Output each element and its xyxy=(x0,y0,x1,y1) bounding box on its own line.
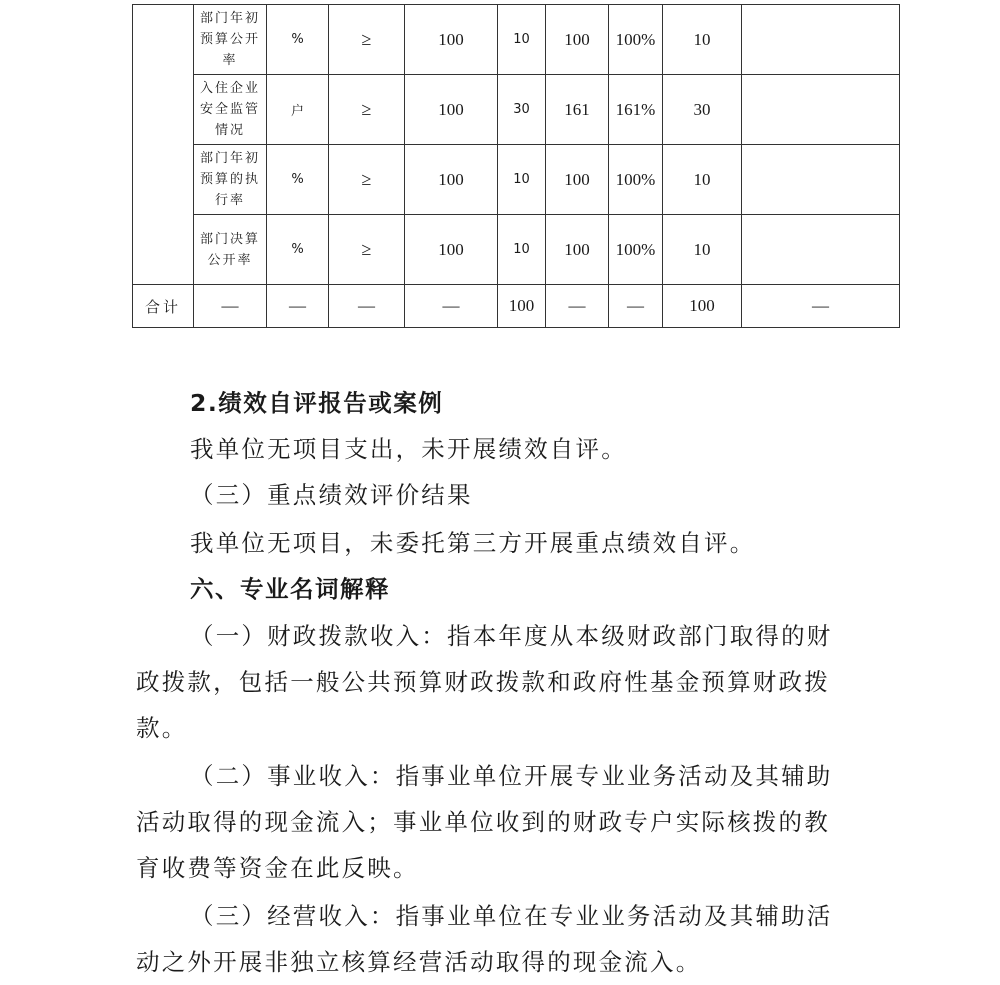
actual-value-cell: 100 xyxy=(546,215,609,285)
unit-cell: 户 xyxy=(267,75,329,145)
total-comparison-cell: — xyxy=(329,285,405,328)
total-score-cell: 100 xyxy=(663,285,742,328)
term-business-income: （二）事业收入：指事业单位开展专业业务活动及其辅助 活动取得的现金流入；事业单位收到的财政专户实际核拨的教 育收费等资金在此反映。 xyxy=(136,762,833,882)
score-cell: 10 xyxy=(663,215,742,285)
actual-value-cell: 161 xyxy=(546,75,609,145)
remark-cell xyxy=(742,5,900,75)
key-results-text: 我单位无项目，未委托第三方开展重点绩效自评。 xyxy=(190,529,756,557)
table-row xyxy=(133,145,900,215)
target-value-cell: 100 xyxy=(405,75,498,145)
score-cell: 30 xyxy=(663,75,742,145)
completion-rate-cell: 100% xyxy=(609,145,663,215)
indicator-name-cell: 入住企业 安全监管 情况 xyxy=(194,75,267,145)
weight-cell: 10 xyxy=(498,215,546,285)
comparison-cell: ≥ xyxy=(329,5,405,75)
terms-heading: 六、专业名词解释 xyxy=(190,575,390,603)
remark-cell xyxy=(742,75,900,145)
score-cell: 10 xyxy=(663,5,742,75)
total-rate-cell: — xyxy=(609,285,663,328)
comparison-cell: ≥ xyxy=(329,145,405,215)
total-weight-cell: 100 xyxy=(498,285,546,328)
term-operating-income: （三）经营收入：指事业单位在专业业务活动及其辅助活 动之外开展非独立核算经营活动取得的现金流入。 xyxy=(136,902,833,976)
term-fiscal-appropriation: （一）财政拨款收入：指本年度从本级财政部门取得的财 政拨款，包括一般公共预算财政拨款和政府性基金预算财政拨 款。 xyxy=(136,622,833,742)
total-target-cell: — xyxy=(405,285,498,328)
remark-cell xyxy=(742,215,900,285)
key-results-heading: （三）重点绩效评价结果 xyxy=(190,481,473,509)
total-unit-cell: — xyxy=(267,285,329,328)
comparison-cell: ≥ xyxy=(329,215,405,285)
remark-cell xyxy=(742,145,900,215)
indicator-name-cell: 部门决算 公开率 xyxy=(194,215,267,285)
score-cell: 10 xyxy=(663,145,742,215)
total-row xyxy=(133,285,900,328)
total-remark-cell: — xyxy=(742,285,900,328)
unit-cell: % xyxy=(267,5,329,75)
unit-cell: % xyxy=(267,215,329,285)
indicator-name-cell: 部门年初 预算的执 行率 xyxy=(194,145,267,215)
report-heading: 2.绩效自评报告或案例 xyxy=(190,389,444,417)
weight-cell: 10 xyxy=(498,145,546,215)
completion-rate-cell: 100% xyxy=(609,5,663,75)
completion-rate-cell: 161% xyxy=(609,75,663,145)
category-cell xyxy=(133,5,194,285)
total-actual-cell: — xyxy=(546,285,609,328)
total-name-cell: — xyxy=(194,285,267,328)
performance-table xyxy=(132,4,900,328)
completion-rate-cell: 100% xyxy=(609,215,663,285)
target-value-cell: 100 xyxy=(405,145,498,215)
report-text: 我单位无项目支出，未开展绩效自评。 xyxy=(190,435,627,463)
unit-cell: % xyxy=(267,145,329,215)
table-row xyxy=(133,215,900,285)
table-row xyxy=(133,75,900,145)
target-value-cell: 100 xyxy=(405,215,498,285)
weight-cell: 30 xyxy=(498,75,546,145)
total-label: 合计 xyxy=(133,285,194,328)
weight-cell: 10 xyxy=(498,5,546,75)
actual-value-cell: 100 xyxy=(546,145,609,215)
actual-value-cell: 100 xyxy=(546,5,609,75)
target-value-cell: 100 xyxy=(405,5,498,75)
comparison-cell: ≥ xyxy=(329,75,405,145)
table-row xyxy=(133,5,900,75)
indicator-name-cell: 部门年初 预算公开 率 xyxy=(194,5,267,75)
